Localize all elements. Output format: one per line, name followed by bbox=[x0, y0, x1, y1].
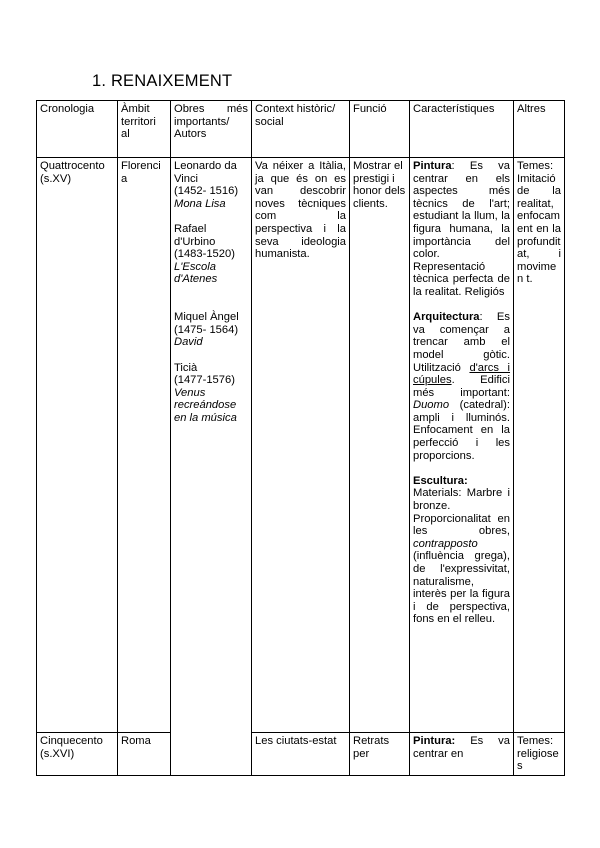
cell-ambit: Florenci a bbox=[118, 158, 171, 733]
escultura-label: Escultura: bbox=[413, 474, 468, 487]
author-rafael bbox=[174, 223, 248, 286]
cell-altres: Temes: Imitació de la realitat, enfocam ent en la profundit at, i movimen t. bbox=[514, 158, 565, 733]
cell-funcio: Retrats per bbox=[350, 733, 410, 776]
header-caracteristiques: Característiques bbox=[410, 101, 514, 158]
author-leonardo bbox=[174, 160, 248, 210]
header-context: Context històric/ social bbox=[252, 101, 350, 158]
pintura-text: Es va centrar en bbox=[413, 735, 510, 760]
pintura-label: Pintura: bbox=[413, 735, 456, 747]
pintura-paragraph bbox=[413, 160, 510, 299]
arquitectura-text: . Edifici més important: bbox=[413, 374, 510, 399]
pintura-text: : Es va centrar en els aspectes més tècnics de l'art; estudiant la llum, la figura humana, la importància del color. Representació tècnica perfecta de la realitat. Religiós bbox=[413, 160, 510, 298]
author-work: David bbox=[174, 336, 203, 349]
duomo-text: Duomo bbox=[413, 399, 450, 412]
pintura-label: Pintura bbox=[413, 160, 452, 172]
arquitectura-paragraph bbox=[413, 311, 510, 462]
author-dates: (1475- 1564) bbox=[174, 323, 239, 336]
escultura-text: (influència grega), de l'expressivitat, naturalisme, interès per la figura i de perspectiva, fons en el relleu. bbox=[413, 550, 510, 626]
author-name: Rafael d'Urbino bbox=[174, 222, 216, 248]
cell-ambit: Roma bbox=[118, 733, 171, 776]
cell-caracteristiques bbox=[410, 158, 514, 733]
header-ambit: Àmbit territori al bbox=[118, 101, 171, 158]
author-name: Ticià bbox=[174, 361, 198, 374]
cell-obres bbox=[171, 158, 252, 776]
arquitectura-text: (catedral): ampli i lluminós. Enfocament en la perfecció i les proporcions. bbox=[413, 399, 510, 462]
cell-cronologia: Quattrocento (s.XV) bbox=[37, 158, 118, 733]
cell-caracteristiques bbox=[410, 733, 514, 776]
contrapposto-text: contrapposto bbox=[413, 537, 478, 550]
renaissance-table bbox=[36, 100, 565, 776]
page-title: 1. RENAIXEMENT bbox=[92, 72, 233, 90]
author-work: Mona Lisa bbox=[174, 197, 226, 210]
cell-altres: Temes: religioses bbox=[514, 733, 565, 776]
escultura-text: Materials: Marbre i bronze. Proporcionalitat en les obres, bbox=[413, 487, 510, 538]
author-dates: (1483-1520) bbox=[174, 248, 235, 261]
author-name: Miquel Àngel bbox=[174, 311, 239, 324]
author-work: L'Escola d'Atenes bbox=[174, 260, 218, 286]
author-name: Leonardo da Vinci bbox=[174, 160, 237, 185]
author-ticia bbox=[174, 362, 248, 425]
cell-context: Les ciutats-estat bbox=[252, 733, 350, 776]
author-miquel-angel bbox=[174, 311, 248, 349]
header-funcio: Funció bbox=[350, 101, 410, 158]
table-header-row bbox=[37, 101, 565, 158]
table-row-cinquecento bbox=[37, 733, 565, 776]
arquitectura-label: Arquitectura bbox=[413, 311, 480, 324]
header-cronologia: Cronologia bbox=[37, 101, 118, 158]
cell-funcio: Mostrar el prestigi i honor dels clients. bbox=[350, 158, 410, 733]
header-altres: Altres bbox=[514, 101, 565, 158]
header-obres: Obres més importants/ Autors bbox=[171, 101, 252, 158]
arcs-cupules-link[interactable]: d'arcs i cúpules bbox=[413, 361, 511, 387]
arquitectura-text: : Es va començar a trencar amb el model gòtic. Utilització bbox=[413, 311, 510, 374]
cell-context: Va néixer a Itàlia, ja que és on es van descobrir noves tècniques com la perspectiva i la seva ideologia humanista. bbox=[252, 158, 350, 733]
table-row-quattrocento bbox=[37, 158, 565, 733]
escultura-paragraph bbox=[413, 475, 510, 626]
author-work: Venus recreándose en la música bbox=[174, 386, 237, 424]
cell-cronologia: Cinquecento (s.XVI) bbox=[37, 733, 118, 776]
author-dates: (1477-1576) bbox=[174, 374, 235, 387]
author-dates: (1452- 1516) bbox=[174, 185, 239, 198]
